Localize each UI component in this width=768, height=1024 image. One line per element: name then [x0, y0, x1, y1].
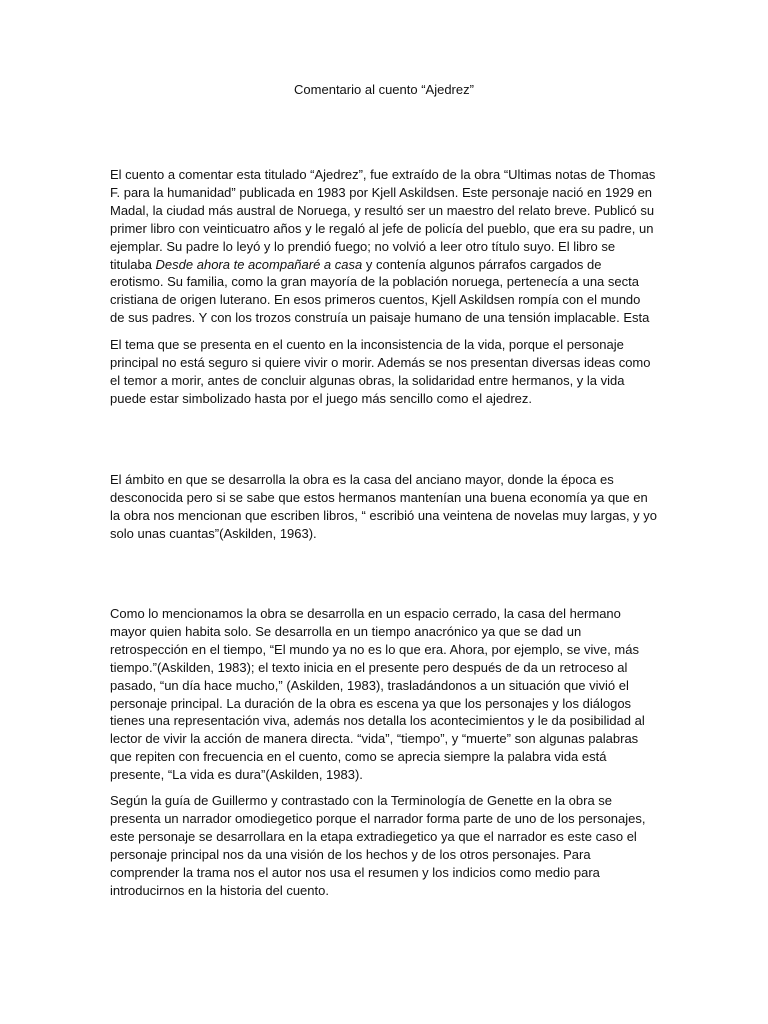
paragraph-1-text-a: El cuento a comentar esta titulado “Ajedrez”, fue extraído de la obra “Ultimas notas de Thomas F. para la humanidad” publicada en 1983 por Kjell Askildsen. Este personaje nació en 1929 en Madal, la ciudad más austral de Noruega, y resultó ser un maestro del relato breve. Publicó su primer libro con veinticuatro años y le regaló al jefe de policía del pueblo, que era su padre, un ejemplar. Su padre lo leyó y lo prendió fuego; no volvió a leer otro título suyo. El libro se titulaba: [110, 167, 656, 272]
document-title: Comentario al cuento “Ajedrez”: [294, 82, 474, 97]
paragraph-author-intro: [110, 166, 658, 327]
paragraph-time-space: Como lo mencionamos la obra se desarrolla en un espacio cerrado, la casa del hermano mayor quien habita solo. Se desarrolla en un tiempo anacrónico ya que se dad un retrospección en el tiempo, “El mundo ya no es lo que era. Ahora, por ejemplo, se vive, más tiempo.”(Askilden, 1983); el texto inicia en el presente pero después de da un retroceso al pasado, “un día hace mucho,” (Askilden, 1983), trasladándonos a un situación que vivió el personaje principal. La duración de la obra es escena ya que los personajes y los diálogos tienes una representación viva, además nos detalla los acontecimientos y le da posibilidad al lector de vivir la acción de manera directa. “vida”, “tiempo”, y “muerte” son algunas palabras que repiten con frecuencia en el cuento, como se aprecia siempre la palabra vida está presente, “La vida es dura”(Askilden, 1983).: [110, 606, 645, 783]
paragraph-theme: El tema que se presenta en el cuento en la inconsistencia de la vida, porque el personaje principal no está seguro si quiere vivir o morir. Además se nos presentan diversas ideas como el temor a morir, antes de concluir algunas obras, la solidaridad entre hermanos, y la vida puede estar simbolizado hasta por el juego más sencillo como el ajedrez.: [110, 337, 651, 406]
paragraph-narrator: Según la guía de Guillermo y contrastado con la Terminología de Genette en la obra se presenta un narrador omodiegetico porque el narrador forma parte de uno de los personajes, este personaje se desarrollara en la etapa extradiegetico ya que el narrador es este caso el personaje principal nos da una visión de los hechos y de los otros personajes. Para comprender la trama nos el autor nos usa el resumen y los indicios como medio para introducirnos en la historia del cuento.: [110, 793, 646, 898]
paragraph-1-text-b: y contenía algunos párrafos cargados de erotismo. Su familia, como la gran mayoría de la población noruega, pertenecía a una secta cristiana de origen luterano. En esos primeros cuentos, Kjell Askildsen rompía con el mundo de sus padres. Y con los trozos construía un paisaje humano de una tensión implacable. Esta: [110, 256, 650, 326]
paragraph-setting: El ámbito en que se desarrolla la obra es la casa del anciano mayor, donde la época es desconocida pero si se sabe que estos hermanos mantenían una buena economía ya que en la obra nos mencionan que escriben libros, “ escribió una veintena de novelas muy largas, y yo solo unas cuantas”(Askilden, 1963).: [110, 472, 658, 541]
book-title-italic: Desde ahora te acompañaré a casa: [155, 256, 363, 272]
